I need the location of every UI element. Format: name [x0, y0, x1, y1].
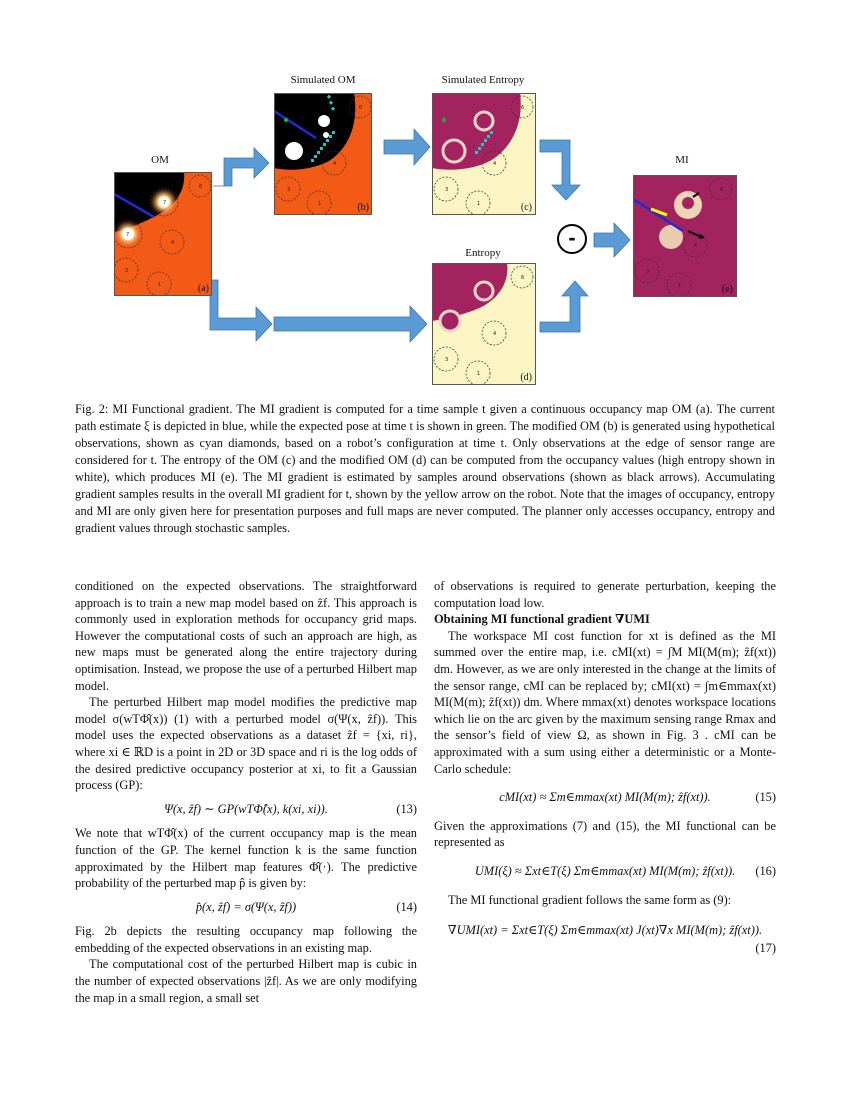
- svg-text:1: 1: [158, 282, 162, 288]
- svg-text:7: 7: [163, 200, 167, 206]
- equation-17-number: (17): [755, 941, 776, 956]
- svg-text:1: 1: [678, 283, 682, 289]
- svg-text:3: 3: [125, 268, 129, 274]
- equation-16-number: (16): [755, 863, 776, 878]
- arrow-b-to-c: [384, 129, 430, 165]
- left-paragraph-5: The computational cost of the perturbed Hilbert map is cubic in the number of expected observations |ẑf|. As we are only modifying the map in a small region, a small set: [75, 957, 417, 1005]
- svg-text:4: 4: [493, 331, 497, 337]
- panel-tag-e: (e): [721, 284, 733, 295]
- svg-text:6: 6: [521, 105, 525, 111]
- equation-14: [75, 899, 417, 916]
- equation-14-number: (14): [396, 899, 417, 914]
- section-heading: Obtaining MI functional gradient ∇UMI: [434, 612, 650, 627]
- panel-tag-b: (b): [357, 202, 369, 213]
- panel-sim-entropy: [432, 93, 536, 215]
- right-paragraph-2: The workspace MI cost function for xt is defined as the MI summed over the entire map, i.e. cMI(xt) = ∫M MI(M(m); ẑf(xt)) dm. However, as we are only interested in the change at the limits of the sensor range, cMI can be replaced by; cMI(xt) = ∫m∈mmax(xt) MI(M(m); ẑf(xt)) dm. Where mmax(xt) denotes workspace locations which lie on the arc given by the maximum sensing range Rmax and the sensor’s field of view Ω, as shown in Fig. 3 . cMI can be approximated with a sum using either a deterministic or a Monte-Carlo schedule:: [434, 628, 776, 776]
- left-paragraph-4: Fig. 2b depicts the resulting occupancy map following the embedding of the expected observations in an existing map.: [75, 924, 417, 955]
- equation-13-number: (13): [396, 801, 417, 816]
- panel-sim-om: [274, 93, 372, 215]
- equation-16: [434, 863, 776, 880]
- equation-13: [75, 801, 417, 818]
- equation-15: [434, 789, 776, 806]
- left-paragraph-2: The perturbed Hilbert map model modifies the predictive map model σ(wTΦ̂(x)) (1) with a perturbed model σ(Ψ(x, ẑf)). This model uses the expected observations as a dataset ẑf = {xi, ri}, where xi ∈ ℝD is a point in 2D or 3D space and ri is the log odds of the desired predictive occupancy posterior at xi, to fit a Gaussian process (GP):: [75, 695, 417, 793]
- arrow-d-to-minus: [540, 281, 588, 332]
- svg-text:3: 3: [646, 269, 650, 275]
- svg-text:4: 4: [333, 161, 337, 167]
- svg-text:4: 4: [171, 240, 175, 246]
- arrow-a-to-b: [213, 148, 269, 186]
- panel-title-mi: MI: [675, 154, 689, 166]
- arrow-a-down: [210, 280, 272, 341]
- minus-operator: -: [557, 224, 587, 254]
- left-column: [75, 578, 417, 1006]
- svg-text:6: 6: [359, 105, 363, 111]
- equation-17: [434, 922, 776, 957]
- svg-text:6: 6: [199, 184, 203, 190]
- svg-text:6: 6: [720, 187, 724, 193]
- equation-15-body: cMI(xt) ≈ Σm∈mmax(xt) MI(M(m); ẑf(xt)).: [499, 790, 711, 805]
- equation-13-body: Ψ(x, ẑf) ∼ GP(wTΦ̂(x), k(xi, xi)).: [164, 801, 328, 816]
- panel-title-sim-entropy: Simulated Entropy: [441, 74, 525, 86]
- panel-tag-d: (d): [520, 372, 532, 383]
- svg-text:4: 4: [493, 161, 497, 167]
- arrow-to-d: [274, 306, 427, 342]
- svg-text:3: 3: [445, 187, 449, 193]
- panel-entropy: [432, 263, 536, 385]
- svg-text:1: 1: [477, 371, 481, 377]
- svg-text:4: 4: [694, 243, 698, 249]
- right-paragraph-1: of observations is required to generate perturbation, keeping the computation load low.: [434, 579, 776, 610]
- equation-14-body: p̂(x, ẑf) = σ(Ψ(x, ẑf)): [195, 899, 297, 914]
- right-paragraph-3: Given the approximations (7) and (15), the MI functional can be represented as: [434, 818, 776, 850]
- left-paragraph-1: conditioned on the expected observations. The straightforward approach is to train a new map model based on ẑf. This approach is commonly used in exploration methods for occupancy grid maps. However the computational costs of such an approach are high, as new maps must be generated along the entire trajectory during optimisation. Instead, we propose the use of a perturbed Hilbert map model.: [75, 579, 417, 693]
- panel-title-sim-om: Simulated OM: [290, 74, 356, 86]
- svg-text:1: 1: [477, 201, 481, 207]
- equation-15-number: (15): [755, 790, 776, 805]
- equation-17-body: ∇UMI(xt) = Σxt∈T(ξ) Σm∈mmax(xt) J(xt)∇x MI(M(m); ẑf(xt)).: [447, 923, 763, 938]
- panel-title-om: OM: [151, 154, 169, 166]
- arrow-minus-to-e: [594, 223, 630, 257]
- panel-mi: [633, 175, 737, 297]
- svg-text:6: 6: [521, 275, 525, 281]
- right-paragraph-4: The MI functional gradient follows the same form as (9):: [448, 892, 732, 907]
- panel-title-entropy: Entropy: [465, 247, 501, 259]
- svg-text:3: 3: [287, 187, 291, 193]
- svg-text:1: 1: [318, 201, 322, 207]
- svg-text:3: 3: [445, 357, 449, 363]
- panel-tag-a: (a): [197, 283, 209, 294]
- left-paragraph-3: We note that wTΦ̂(x) of the current occupancy map is the mean function of the GP. The kernel function k is the same function approximated by the Hilbert map features Φ̂(·). The predictive probability of the perturbed map p̂ is given by:: [75, 826, 417, 891]
- arrow-c-to-minus: [540, 140, 580, 200]
- svg-text:7: 7: [126, 232, 130, 238]
- equation-16-body: UMI(ξ) ≈ Σxt∈T(ξ) Σm∈mmax(xt) MI(M(m); ẑf(xt)).: [474, 863, 736, 878]
- panel-om: [114, 172, 212, 296]
- right-column: [434, 578, 776, 957]
- figure-caption: Fig. 2: MI Functional gradient. The MI gradient is computed for a time sample t given a continuous occupancy map OM (a). The current path estimate ξ is depicted in blue, while the expected pose at time t is shown in green. The modified OM (b) is generated using hypothetical observations, shown as cyan diamonds, based on a robot’s configuration at time t. Only observations at the edge of sensor range are considered for t. The entropy of the OM (c) and the modified OM (d) can be computed from the occupancy values (high entropy shown in white), which produces MI (e). The MI gradient is estimated by samples around observations (shown as black arrows). Accumulating gradient samples results in the overall MI gradient for t, shown by the yellow arrow on the robot. Note that the images of occupancy, entropy and MI are only given here for presentation purposes and full maps are never computed. The planner only accesses occupancy, entropy and gradient values through stochastic samples.: [75, 402, 775, 535]
- panel-tag-c: (c): [520, 202, 532, 213]
